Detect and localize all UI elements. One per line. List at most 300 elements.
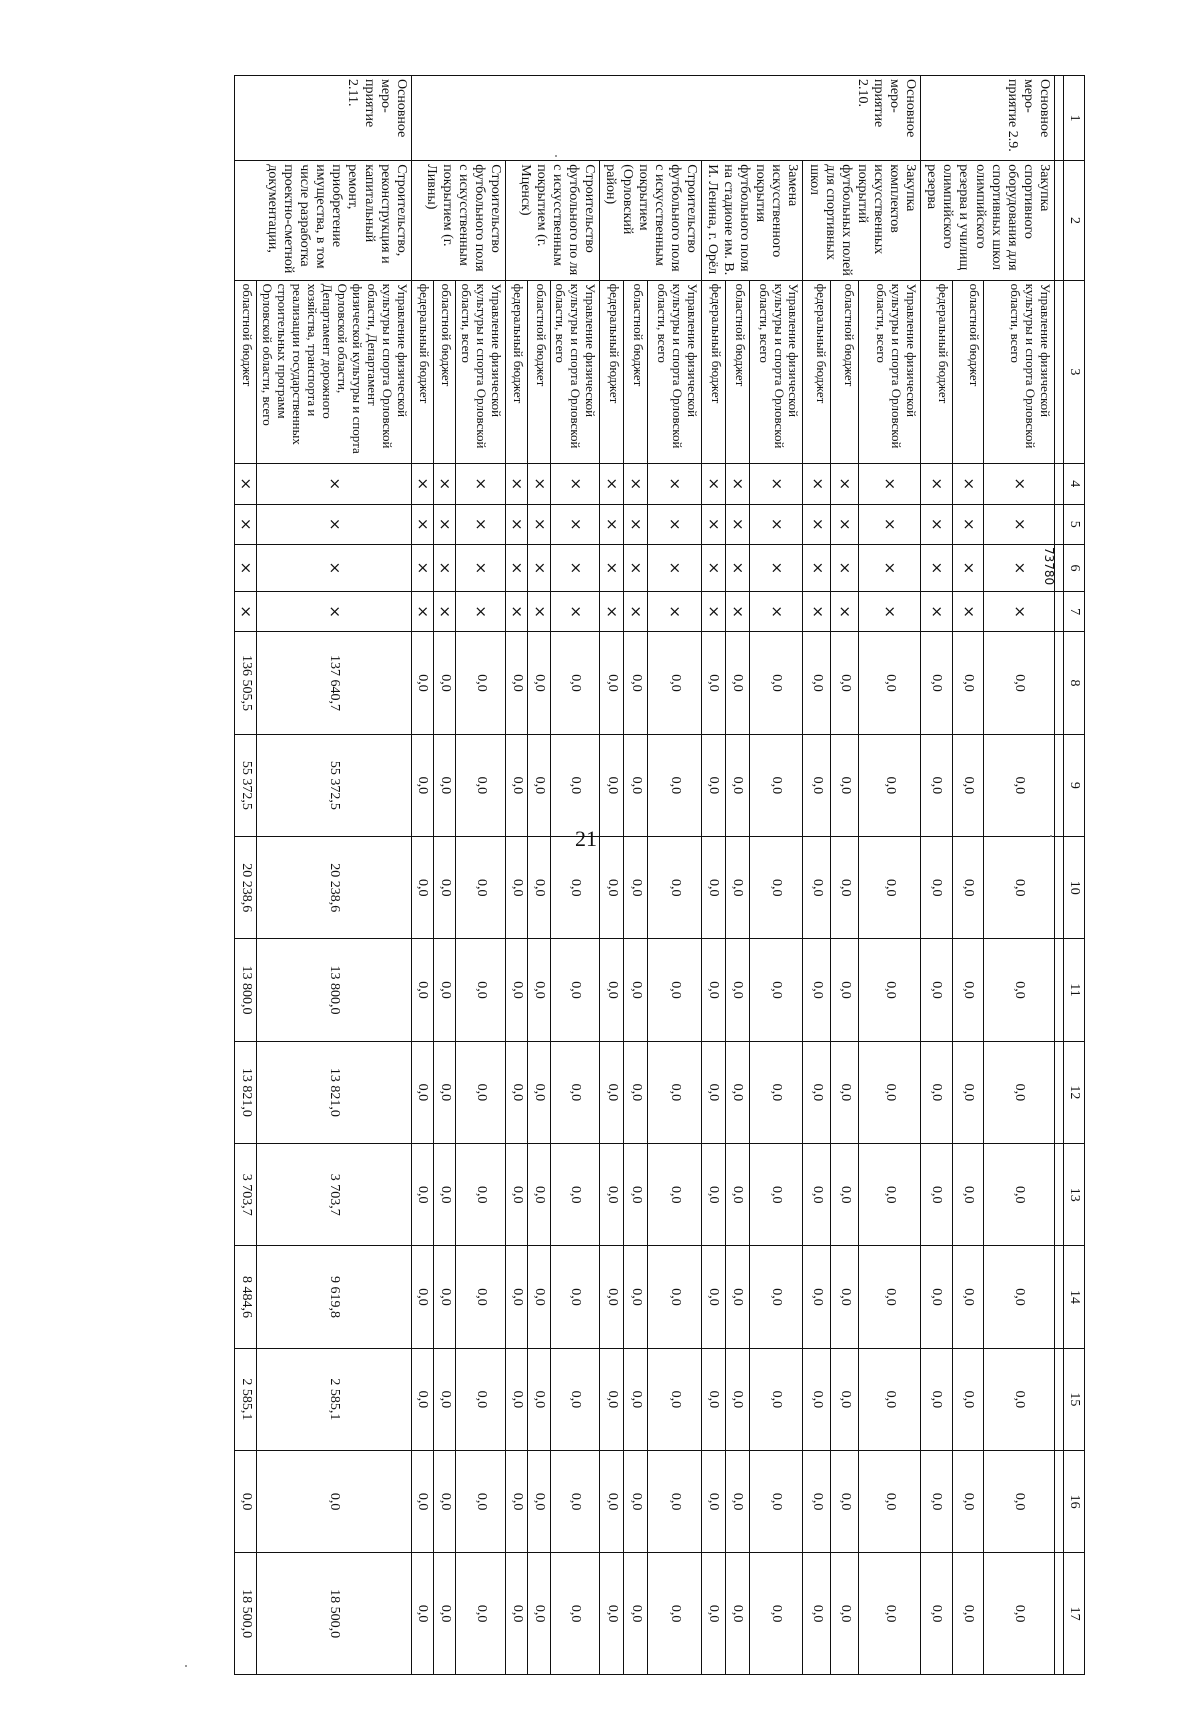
code-cell-7: × [550,591,600,632]
value-cell: 13 800,0 [257,939,411,1041]
value-cell: 0,0 [600,1348,624,1450]
responsible-cell: Управление физической культуры и спорта Орловской области, всего [456,280,506,463]
value-cell: 0,0 [600,1451,624,1553]
code-cell-7: × [257,591,411,632]
value-cell: 13 800,0 [235,939,257,1041]
value-cell: 2 585,1 [257,1348,411,1450]
value-cell: 0,0 [235,1451,257,1553]
scan-speck [1050,835,1052,837]
value-cell: 0,0 [952,1553,984,1675]
code-mark: × [836,561,855,575]
code-cell-4: × [859,464,921,505]
value-cell: 0,0 [701,837,725,939]
activity-cell: Строительство футбольного поля с искусственным покрытием (Орловский район) [600,161,702,280]
responsible-cell: областной бюджет [235,280,257,463]
blank-cell [1054,939,1063,1041]
value-cell: 0,0 [803,1451,831,1553]
value-cell: 0,0 [528,939,550,1041]
code-cell-4: × [701,464,725,505]
value-cell: 0,0 [550,1246,600,1348]
value-cell: 0,0 [411,1348,433,1450]
code-cell-5: × [701,504,725,545]
code-mark: × [414,561,432,575]
responsible-cell: Управление физической культуры и спорта Орловской области, всего [749,280,803,463]
value-cell: 0,0 [434,734,456,836]
value-cell: 0,0 [648,632,702,734]
code-cell-7: × [600,591,624,632]
measure-cell: Основное меро-приятие 2.10. [411,76,920,161]
value-cell: 0,0 [624,1348,648,1450]
code-cell-5: × [952,504,984,545]
code-mark: × [436,561,455,575]
value-cell: 0,0 [984,1041,1055,1143]
code-mark: × [705,561,724,575]
value-cell: 0,0 [921,1451,953,1553]
value-cell: 0,0 [701,1041,725,1143]
code-cell-4: × [921,464,953,505]
value-cell: 0,0 [648,1553,702,1675]
code-cell-6 [952,545,984,592]
blank-cell [1054,1553,1063,1675]
value-cell: 0,0 [725,1041,749,1143]
code-mark: × [508,561,527,575]
value-cell: 0,0 [749,939,803,1041]
value-cell: 0,0 [749,1553,803,1675]
value-cell: 0,0 [984,1553,1055,1675]
value-cell: 0,0 [600,837,624,939]
scan-speck [185,1665,187,1667]
value-cell: 0,0 [550,1553,600,1675]
code-cell-7: × [506,591,528,632]
value-cell: 0,0 [803,1041,831,1143]
responsible-cell: федеральный бюджет [506,280,528,463]
value-cell: 0,0 [952,837,984,939]
responsible-cell: Управление физической культуры и спорта Орловской области, всего [859,280,921,463]
code-cell-4: × [506,464,528,505]
value-cell: 0,0 [749,1144,803,1246]
value-cell: 0,0 [434,837,456,939]
code-cell-5: × [921,504,953,545]
value-cell: 0,0 [456,1144,506,1246]
value-cell: 0,0 [528,1553,550,1675]
value-cell: 0,0 [831,1553,859,1675]
value-cell: 0,0 [984,1246,1055,1348]
value-cell: 0,0 [456,1553,506,1675]
code-cell-5: × [725,504,749,545]
value-cell: 0,0 [749,734,803,836]
responsible-cell: областной бюджет [952,280,984,463]
value-cell: 0,0 [456,734,506,836]
value-cell: 0,0 [831,1246,859,1348]
value-cell: 0,0 [701,939,725,1041]
value-cell: 0,0 [803,837,831,939]
code-mark: × [959,561,978,575]
column-number-5: 5 [1063,504,1084,545]
value-cell: 0,0 [528,1246,550,1348]
code-cell-7: × [952,591,984,632]
blank-cell [1054,632,1063,734]
value-cell: 0,0 [749,1246,803,1348]
table-body [235,76,1055,1675]
table-row [528,76,550,1675]
value-cell: 0,0 [506,1246,528,1348]
value-cell: 0,0 [550,1144,600,1246]
value-cell: 0,0 [725,1451,749,1553]
value-cell: 0,0 [952,1451,984,1553]
value-cell: 0,0 [506,1144,528,1246]
value-cell: 0,0 [434,1246,456,1348]
value-cell: 18 500,0 [257,1553,411,1675]
value-cell: 0,0 [456,1246,506,1348]
code-cell-6 [648,545,702,592]
value-cell: 0,0 [921,1348,953,1450]
value-cell: 0,0 [725,1348,749,1450]
table-row [550,76,600,1675]
value-cell: 0,0 [550,1451,600,1553]
responsible-cell: федеральный бюджет [701,280,725,463]
measure-cell: Основное меро-приятие 2.9. [921,76,1055,161]
code-mark: × [566,561,585,575]
value-cell: 0,0 [528,1144,550,1246]
value-cell: 0,0 [506,939,528,1041]
measure-cell: Основное меро-приятие 2.11. [235,76,412,161]
code-cell-4: × [952,464,984,505]
value-cell: 0,0 [600,1041,624,1143]
value-cell: 0,0 [921,632,953,734]
code-mark: × [472,561,491,575]
code-cell-5: × [831,504,859,545]
value-cell: 0,0 [701,632,725,734]
code-cell-4: × [550,464,600,505]
code-mark: × [603,561,622,575]
code-mark: × [325,561,344,575]
value-cell: 0,0 [725,734,749,836]
responsible-cell: областной бюджет [831,280,859,463]
value-cell: 0,0 [624,1144,648,1246]
value-cell: 20 238,6 [235,837,257,939]
value-cell: 0,0 [984,939,1055,1041]
value-cell: 137 640,7 [257,632,411,734]
value-cell: 0,0 [528,1041,550,1143]
code-cell-5: × [859,504,921,545]
value-cell: 0,0 [921,1246,953,1348]
value-cell: 0,0 [831,837,859,939]
value-cell: 0,0 [803,1348,831,1450]
value-cell: 0,0 [411,1041,433,1143]
column-number-15: 15 [1063,1348,1084,1450]
value-cell: 0,0 [456,939,506,1041]
code-mark: × [666,561,685,575]
code-cell-6 [803,545,831,592]
column-number-16: 16 [1063,1451,1084,1553]
value-cell: 0,0 [921,1041,953,1143]
code-cell-4: × [434,464,456,505]
column-number-1: 1 [1063,76,1084,161]
value-cell: 0,0 [831,939,859,1041]
value-cell: 0,0 [952,1144,984,1246]
responsible-cell: федеральный бюджет [411,280,433,463]
value-cell: 0,0 [803,1144,831,1246]
column-number-7: 7 [1063,591,1084,632]
value-cell: 0,0 [550,632,600,734]
value-cell: 0,0 [600,734,624,836]
code-cell-6 [456,545,506,592]
value-cell: 13 821,0 [257,1041,411,1143]
value-cell: 0,0 [600,939,624,1041]
value-cell: 0,0 [803,1553,831,1675]
column-number-6: 6 [1063,545,1084,592]
value-cell: 0,0 [411,1451,433,1553]
column-number-12: 12 [1063,1041,1084,1143]
activity-cell: Строительство футбольного по ля с искусственным покрытием (г. Мценск) [506,161,600,280]
table-row [411,76,433,1675]
value-cell: 136 505,5 [235,632,257,734]
value-cell: 0,0 [921,1144,953,1246]
blank-row [1054,76,1063,1675]
code-cell-4: × [984,464,1055,505]
code-cell-7: × [411,591,433,632]
value-cell: 0,0 [984,1144,1055,1246]
column-number-2: 2 [1063,161,1084,280]
value-cell: 0,0 [528,734,550,836]
responsible-cell: областной бюджет [528,280,550,463]
column-number-9: 9 [1063,734,1084,836]
value-cell: 0,0 [624,1246,648,1348]
value-cell: 0,0 [411,1553,433,1675]
code-cell-5: × [528,504,550,545]
table-row [921,76,953,1675]
value-cell: 0,0 [725,632,749,734]
value-cell: 0,0 [859,1041,921,1143]
code-cell-7: × [434,591,456,632]
activity-cell: Закупка комплектов искусственных покрытий футбольных полей для спортивных школ [803,161,921,280]
table-row [984,76,1055,1675]
value-cell: 0,0 [624,632,648,734]
code-cell-4: × [803,464,831,505]
code-mark: × [530,561,549,575]
code-cell-5: × [257,504,411,545]
responsible-cell: Управление физической культуры и спорта Орловской области, всего [550,280,600,463]
code-cell-4: × [235,464,257,505]
value-cell: 0,0 [859,1553,921,1675]
value-cell: 0,0 [803,632,831,734]
code-cell-5: × [600,504,624,545]
code-cell-7: × [749,591,803,632]
value-cell: 0,0 [411,939,433,1041]
value-cell: 0,0 [749,1451,803,1553]
value-cell: 18 500,0 [235,1553,257,1675]
value-cell: 0,0 [749,837,803,939]
value-cell: 0,0 [921,1553,953,1675]
value-cell: 55 372,5 [257,734,411,836]
value-cell: 0,0 [859,837,921,939]
value-cell: 0,0 [434,632,456,734]
value-cell: 0,0 [648,837,702,939]
value-cell: 0,0 [411,632,433,734]
code-cell-4: × [411,464,433,505]
value-cell: 0,0 [550,1348,600,1450]
value-cell: 0,0 [648,1041,702,1143]
table-row [506,76,528,1675]
value-cell: 0,0 [859,632,921,734]
value-cell: 0,0 [952,939,984,1041]
value-cell: 0,0 [648,1348,702,1450]
code-cell-6 [984,545,1055,592]
value-cell: 0,0 [701,1451,725,1553]
code-cell-5: × [984,504,1055,545]
code-cell-7: × [624,591,648,632]
code-mark: × [928,561,947,575]
value-cell: 0,0 [859,1144,921,1246]
code-cell-5: × [411,504,433,545]
column-number-row [1063,76,1084,1675]
responsible-cell: областной бюджет [434,280,456,463]
value-cell: 0,0 [984,1348,1055,1450]
code-cell-7: × [528,591,550,632]
column-number-11: 11 [1063,939,1084,1041]
rotated-table-sheet [145,75,1085,1675]
code-cell-7: × [701,591,725,632]
column-number-4: 4 [1063,464,1084,505]
value-cell: 0,0 [550,1041,600,1143]
value-cell: 0,0 [648,1144,702,1246]
table-row [600,76,624,1675]
code-cell-6 [701,545,725,592]
value-cell: 0,0 [528,1451,550,1553]
value-cell: 0,0 [952,632,984,734]
value-cell: 0,0 [725,939,749,1041]
code-cell-6 [831,545,859,592]
value-cell: 0,0 [725,1553,749,1675]
blank-cell [1054,1451,1063,1553]
code-cell-4: × [831,464,859,505]
table-row [235,76,257,1675]
value-cell: 0,0 [859,1348,921,1450]
scan-speck [555,155,557,157]
code-cell-6 [411,545,433,592]
value-cell: 3 703,7 [257,1144,411,1246]
value-cell: 0,0 [434,939,456,1041]
blank-cell [1054,734,1063,836]
responsible-cell: Управление физической культуры и спорта Орловской области, всего [648,280,702,463]
budget-table [234,75,1085,1675]
responsible-cell: федеральный бюджет [921,280,953,463]
value-cell: 0,0 [600,1553,624,1675]
value-cell: 0,0 [831,734,859,836]
table-row [831,76,859,1675]
responsible-cell: областной бюджет [624,280,648,463]
column-number-17: 17 [1063,1553,1084,1675]
value-cell: 0,0 [952,734,984,836]
value-cell: 0,0 [648,734,702,836]
table-row [859,76,921,1675]
value-cell: 0,0 [952,1246,984,1348]
value-cell: 2 585,1 [235,1348,257,1450]
code-cell-7: × [831,591,859,632]
value-cell: 0,0 [984,837,1055,939]
code-cell-6 [725,545,749,592]
value-cell: 0,0 [506,1553,528,1675]
value-cell: 0,0 [984,734,1055,836]
activity-cell: Закупка спортивного оборудования для спортивных школ олимпийского резерва и училищ олимпийского резерва [921,161,1055,280]
table-row [624,76,648,1675]
value-cell: 0,0 [803,734,831,836]
value-cell: 0,0 [434,1144,456,1246]
table-row [434,76,456,1675]
value-cell: 0,0 [506,734,528,836]
value-cell: 0,0 [701,1348,725,1450]
page-number: 21 [575,826,597,851]
blank-cell [1054,1041,1063,1143]
value-cell: 0,0 [749,632,803,734]
value-cell: 0,0 [725,1246,749,1348]
value-cell: 0,0 [528,837,550,939]
column-number-8: 8 [1063,632,1084,734]
column-number-14: 14 [1063,1246,1084,1348]
value-cell: 9 619,8 [257,1246,411,1348]
value-cell: 8 484,6 [235,1246,257,1348]
value-cell: 13 821,0 [235,1041,257,1143]
value-cell: 0,0 [528,632,550,734]
code-cell-6 [550,545,600,592]
code-cell-6 [624,545,648,592]
code-cell-7: × [859,591,921,632]
value-cell: 20 238,6 [257,837,411,939]
code-cell-7: × [648,591,702,632]
code-cell-4: × [648,464,702,505]
code-cell-5: × [749,504,803,545]
code-cell-5: × [624,504,648,545]
value-cell: 0,0 [749,1348,803,1450]
value-cell: 0,0 [550,939,600,1041]
responsible-cell: Управление физической культуры и спорта Орловской области, всего [984,280,1055,463]
value-cell: 0,0 [803,939,831,1041]
value-cell: 0,0 [831,1041,859,1143]
value-cell: 0,0 [831,1144,859,1246]
code-cell-4: × [456,464,506,505]
code-cell-4: × [725,464,749,505]
activity-cell: Строительство футбольного поля с искусственным покрытием (г. Ливны) [411,161,505,280]
value-cell: 0,0 [725,1144,749,1246]
value-cell: 0,0 [411,1246,433,1348]
code-cell-6 [235,545,257,592]
code-cell-5: × [456,504,506,545]
code-cell-5: × [803,504,831,545]
value-cell: 0,0 [831,632,859,734]
value-cell: 0,0 [624,1553,648,1675]
value-cell: 0,0 [456,1451,506,1553]
value-cell: 0,0 [411,734,433,836]
code-cell-4: × [257,464,411,505]
value-cell: 0,0 [859,939,921,1041]
value-cell: 0,0 [803,1246,831,1348]
activity-cell: Замена искусственного покрытия футбольного поля на стадионе им. В. И. Ленина, г. Орёл [701,161,803,280]
value-cell: 0,0 [456,837,506,939]
responsible-cell: Управление физической культуры и спорта Орловской области, Департамент физической культуры и спорта Орловской области, Департамент дорожного хозяйства, транспорта и реализации государственных строительных программ Орловской области, всего [257,280,411,463]
code-cell-6 [506,545,528,592]
value-cell: 0,0 [257,1451,411,1553]
table-row [648,76,702,1675]
value-cell: 0,0 [456,1348,506,1450]
blank-cell [1054,1144,1063,1246]
value-cell: 0,0 [701,1144,725,1246]
code-cell-5: × [235,504,257,545]
value-cell: 0,0 [859,1246,921,1348]
value-cell: 0,0 [600,1144,624,1246]
code-mark: × [627,561,646,575]
blank-cell [1054,837,1063,939]
responsible-cell: областной бюджет [725,280,749,463]
